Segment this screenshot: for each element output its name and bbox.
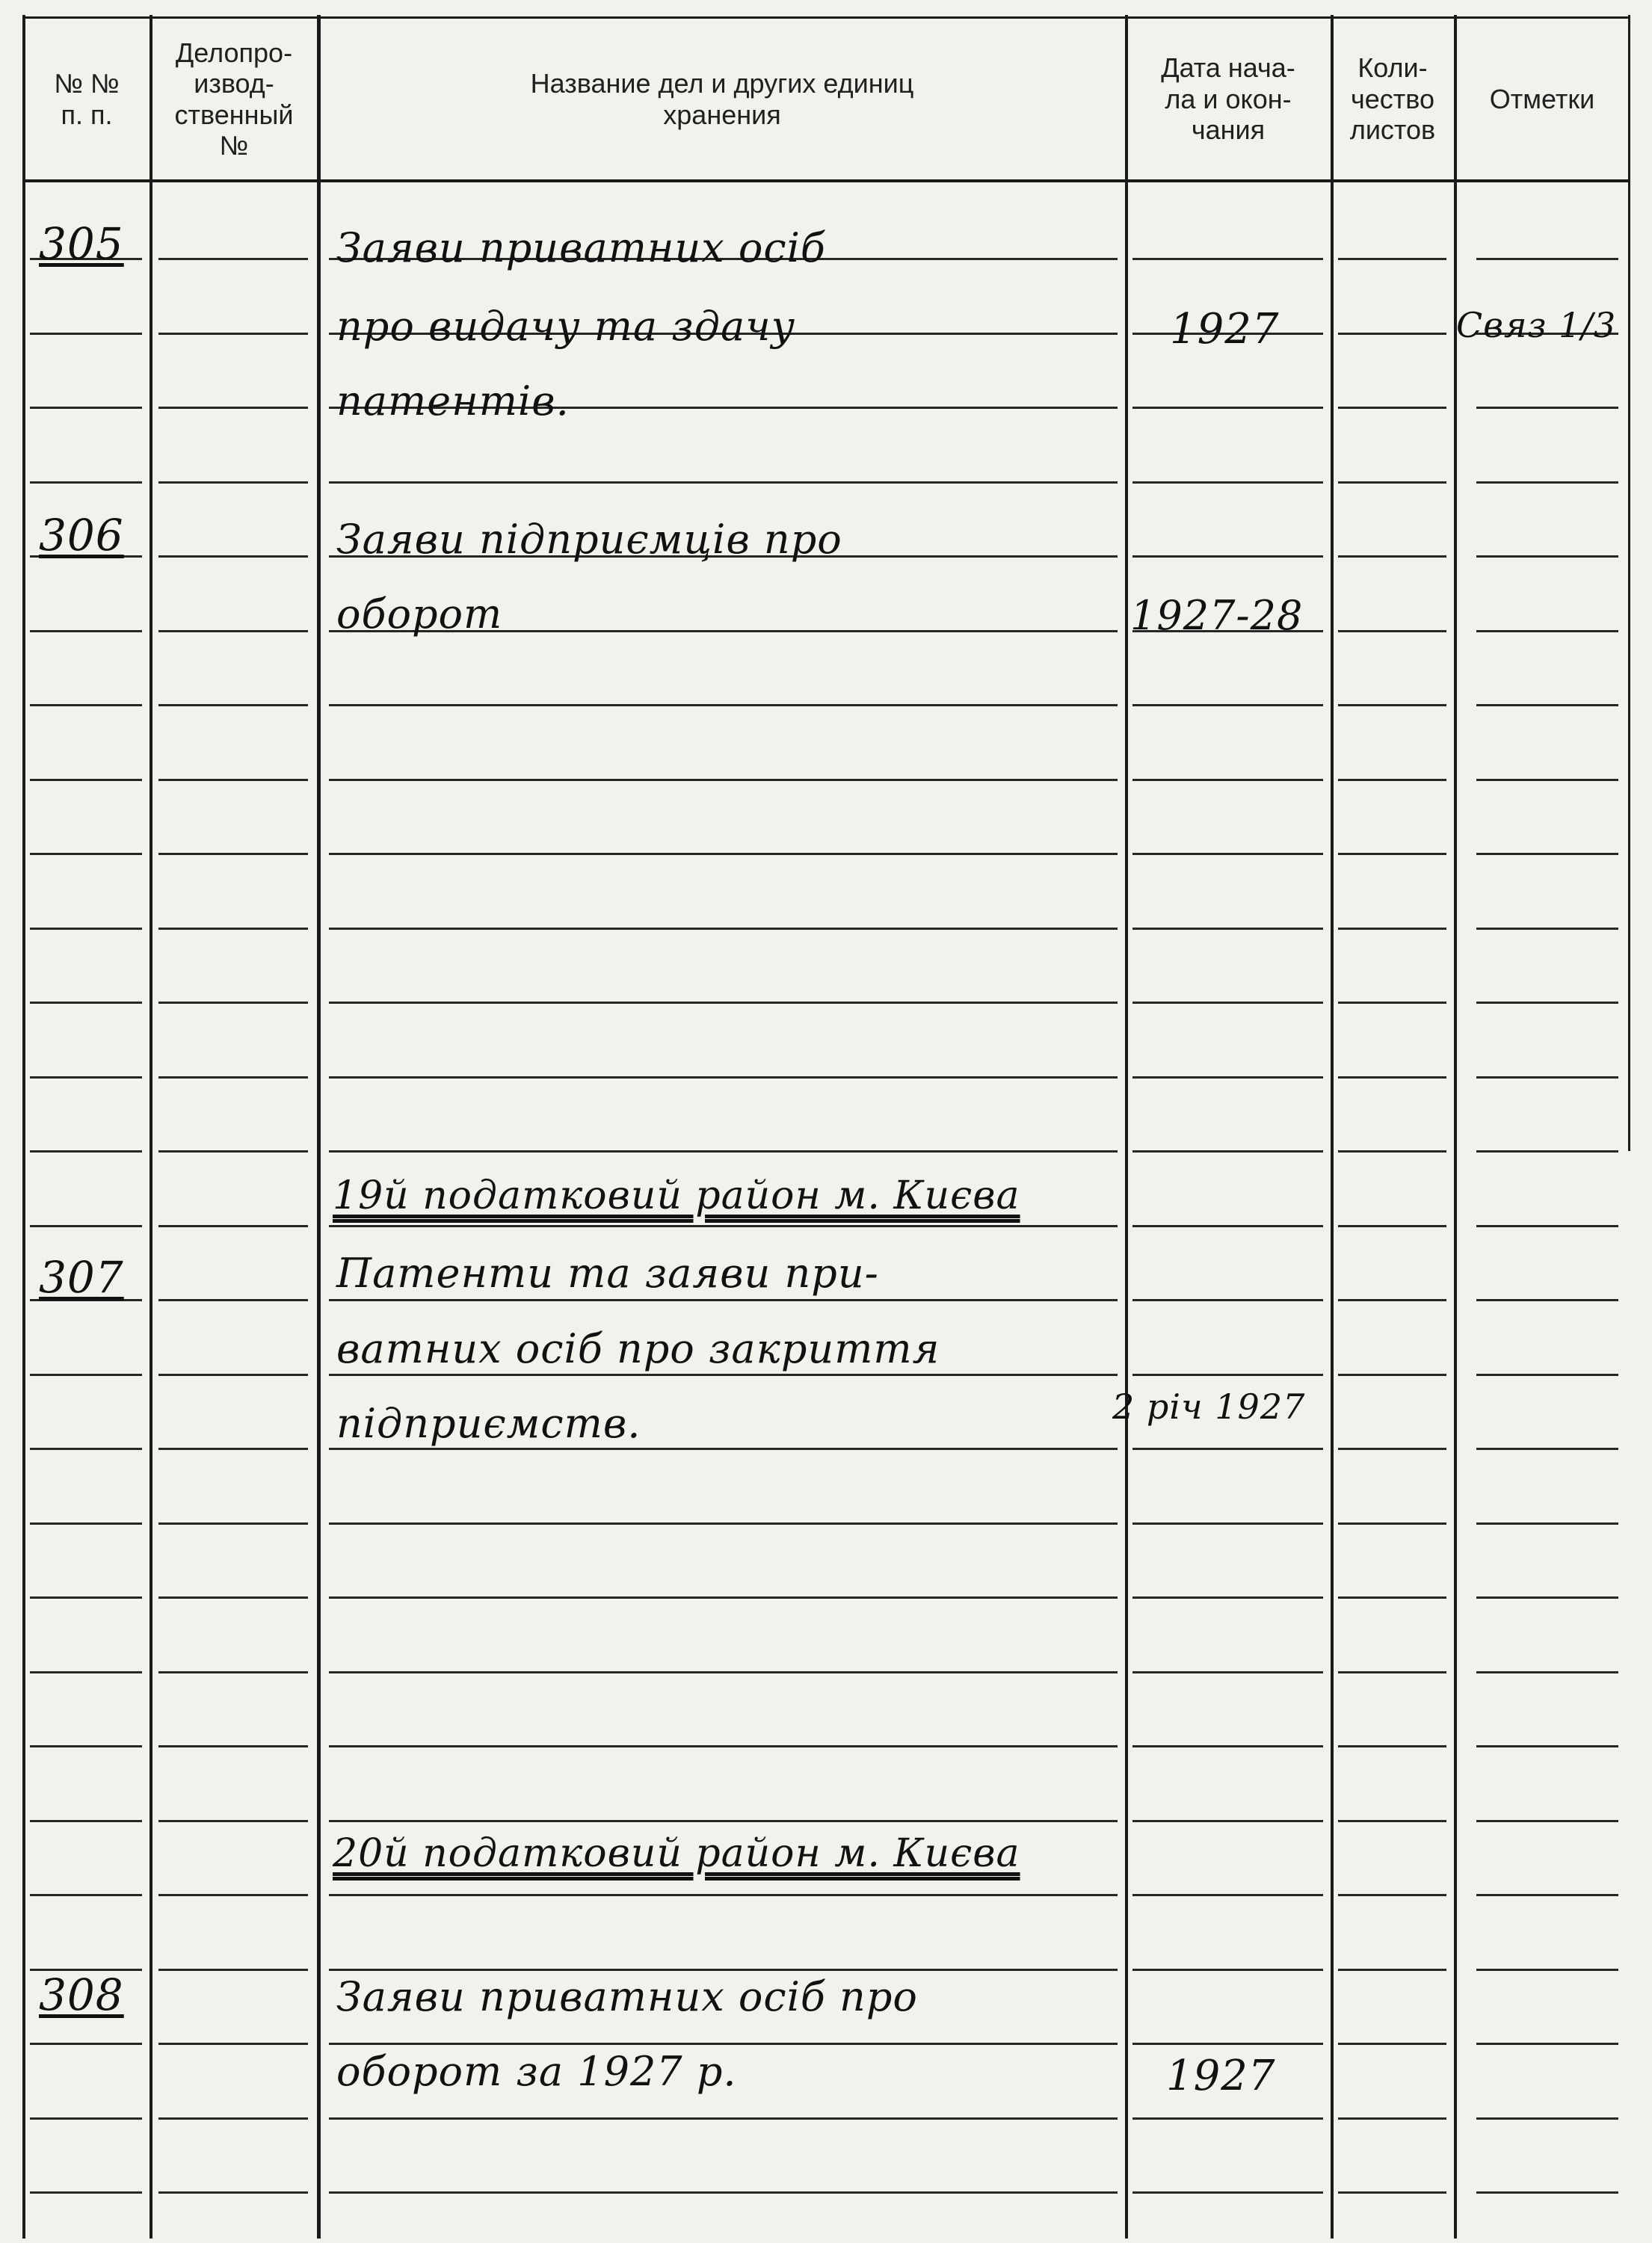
ruled-line [1338, 555, 1446, 558]
column-divider [317, 15, 321, 2239]
ruled-line [1338, 2043, 1446, 2045]
ruled-line [1476, 1150, 1618, 1153]
ruled-line [1338, 630, 1446, 632]
column-divider [1125, 15, 1128, 2239]
ruled-line [158, 630, 308, 632]
ruled-line [30, 1596, 142, 1599]
ruled-line [30, 1225, 142, 1227]
ruled-line [1132, 1299, 1323, 1301]
ruled-line [329, 1745, 1118, 1747]
ruled-line [329, 2043, 1118, 2045]
entry-date: 2 річ 1927 [1112, 1386, 1306, 1427]
ruled-line [329, 1225, 1118, 1227]
ruled-line [1476, 1225, 1618, 1227]
ruled-line [158, 853, 308, 855]
header-bottom-border [22, 179, 1630, 182]
ruled-line [158, 779, 308, 781]
ruled-line [30, 407, 142, 409]
ruled-line [1476, 1969, 1618, 1971]
entry-date: 1927-28 [1130, 592, 1304, 639]
ruled-line [1338, 779, 1446, 781]
ruled-line [1476, 1448, 1618, 1450]
header-date-text: Дата нача- ла и окон- чания [1161, 52, 1295, 146]
ruled-line [30, 2117, 142, 2120]
header-sheets [1334, 22, 1451, 176]
ruled-line [158, 704, 308, 706]
ruled-line [1132, 704, 1323, 706]
ruled-line [1132, 1002, 1323, 1004]
ruled-line [1132, 1076, 1323, 1079]
ruled-line [1132, 2117, 1323, 2120]
ruled-line [158, 1002, 308, 1004]
entry-title-line: про видачу та здачу [336, 303, 796, 350]
ruled-line [329, 1894, 1118, 1896]
ruled-line [30, 630, 142, 632]
ruled-line [329, 1448, 1118, 1450]
ruled-line [329, 779, 1118, 781]
ruled-line [329, 1596, 1118, 1599]
ruled-line [1132, 1969, 1323, 1971]
entry-title-line: ватних осіб про закриття [336, 1325, 940, 1372]
ruled-line [1132, 555, 1323, 558]
ruled-line [30, 779, 142, 781]
header-number [27, 22, 147, 176]
ruled-line [329, 928, 1118, 930]
ruled-line [1476, 704, 1618, 706]
column-divider [150, 15, 152, 2239]
header-notes [1458, 22, 1627, 176]
ruled-line [158, 1299, 308, 1301]
ruled-line [158, 1969, 308, 1971]
ruled-line [1476, 258, 1618, 260]
ruled-line [1132, 1596, 1323, 1599]
ruled-line [1132, 2043, 1323, 2045]
ruled-line [158, 1894, 308, 1896]
section-heading: 19й податковий район м. Києва [333, 1173, 1020, 1218]
ruled-line [1338, 1076, 1446, 1079]
ruled-line [1476, 1671, 1618, 1673]
ruled-line [329, 1820, 1118, 1822]
ruled-line [158, 258, 308, 260]
ruled-line [1476, 481, 1618, 484]
ruled-line [1338, 928, 1446, 930]
ruled-line [158, 1745, 308, 1747]
ruled-line [1476, 1002, 1618, 1004]
ruled-line [158, 555, 308, 558]
ruled-line [1338, 407, 1446, 409]
ruled-line [1338, 704, 1446, 706]
ruled-line [1338, 1225, 1446, 1227]
ruled-line [30, 1894, 142, 1896]
entry-number: 307 [39, 1252, 124, 1303]
ruled-line [1132, 928, 1323, 930]
ruled-line [30, 2043, 142, 2045]
header-office-number-text: Делопро- извод- ственный № [174, 37, 294, 161]
header-title [323, 22, 1121, 176]
table-right-border [1628, 15, 1630, 1151]
ruled-line [1132, 1745, 1323, 1747]
ruled-line [158, 1820, 308, 1822]
ruled-line [1476, 2043, 1618, 2045]
ruled-line [30, 1745, 142, 1747]
ruled-line [30, 1076, 142, 1079]
ruled-line [1132, 481, 1323, 484]
entry-number: 306 [39, 510, 124, 561]
ruled-line [1338, 481, 1446, 484]
ruled-line [30, 1448, 142, 1450]
ruled-line [158, 1225, 308, 1227]
ruled-line [1338, 1150, 1446, 1153]
header-sheets-text: Коли- чество листов [1349, 52, 1436, 146]
ruled-line [30, 1150, 142, 1153]
entry-title-line: оборот за 1927 р. [336, 2048, 737, 2095]
ruled-line [329, 481, 1118, 484]
ruled-line [1476, 1596, 1618, 1599]
ruled-line [1132, 1374, 1323, 1376]
ruled-line [30, 2191, 142, 2194]
ruled-line [158, 2117, 308, 2120]
ruled-line [1132, 258, 1323, 260]
ruled-line [329, 853, 1118, 855]
entry-title-line: Патенти та заяви при- [336, 1250, 879, 1297]
ruled-line [1132, 1448, 1323, 1450]
ruled-line [30, 1671, 142, 1673]
ruled-line [1338, 1002, 1446, 1004]
ruled-line [1338, 2117, 1446, 2120]
ruled-line [329, 1150, 1118, 1153]
entry-title-line: патентів. [336, 377, 570, 425]
ruled-line [1476, 2191, 1618, 2194]
ruled-line [1338, 1820, 1446, 1822]
ruled-line [1476, 1745, 1618, 1747]
ruled-line [1338, 853, 1446, 855]
ruled-line [1338, 1448, 1446, 1450]
ruled-line [329, 2117, 1118, 2120]
ruled-line [30, 704, 142, 706]
ruled-line [158, 407, 308, 409]
ruled-line [158, 1448, 308, 1450]
header-office-number [154, 22, 314, 176]
ruled-line [1476, 407, 1618, 409]
ruled-line [1476, 779, 1618, 781]
ruled-line [1338, 2191, 1446, 2194]
ruled-line [1132, 1820, 1323, 1822]
entry-number: 308 [39, 1969, 124, 2020]
ruled-line [1476, 853, 1618, 855]
ruled-line [158, 1150, 308, 1153]
ruled-line [30, 1820, 142, 1822]
ruled-line [1476, 1299, 1618, 1301]
ruled-line [329, 1671, 1118, 1673]
section-heading: 20й податковий район м. Києва [333, 1831, 1020, 1876]
ruled-line [1132, 1671, 1323, 1673]
ruled-line [1132, 1894, 1323, 1896]
entry-title-line: Заяви приватних осіб [336, 224, 826, 271]
ruled-line [1338, 1596, 1446, 1599]
ruled-line [1476, 1522, 1618, 1525]
ruled-line [30, 481, 142, 484]
ruled-line [329, 704, 1118, 706]
ruled-line [1476, 2117, 1618, 2120]
ruled-line [158, 2191, 308, 2194]
entry-number: 305 [39, 218, 124, 269]
ruled-line [30, 1374, 142, 1376]
ruled-line [158, 1374, 308, 1376]
ruled-line [1338, 1969, 1446, 1971]
header-title-text: Название дел и других единиц хранения [530, 68, 914, 130]
ruled-line [1338, 1671, 1446, 1673]
ruled-line [1132, 1225, 1323, 1227]
ruled-line [1132, 1522, 1323, 1525]
ruled-line [158, 1671, 308, 1673]
entry-date: 1927 [1170, 305, 1280, 354]
ruled-line [1476, 1076, 1618, 1079]
ruled-line [158, 1522, 308, 1525]
entry-title-line: Заяви приватних осіб про [336, 1973, 918, 2020]
ruled-line [1338, 333, 1446, 335]
table-top-border [22, 16, 1630, 19]
ruled-line [329, 2191, 1118, 2194]
table-left-border [22, 15, 25, 2239]
ruled-line [1132, 779, 1323, 781]
ruled-line [158, 481, 308, 484]
header-date [1129, 22, 1328, 176]
ruled-line [1338, 1299, 1446, 1301]
column-divider [1331, 15, 1334, 2239]
ruled-line [158, 1596, 308, 1599]
ruled-line [1476, 1820, 1618, 1822]
ruled-line [1132, 1150, 1323, 1153]
ruled-line [30, 853, 142, 855]
ruled-line [1476, 1374, 1618, 1376]
ruled-line [1338, 1522, 1446, 1525]
ruled-line [1132, 853, 1323, 855]
ruled-line [329, 1076, 1118, 1079]
ruled-line [158, 928, 308, 930]
ruled-line [30, 333, 142, 335]
ruled-line [158, 2043, 308, 2045]
ruled-line [329, 1002, 1118, 1004]
ruled-line [158, 1076, 308, 1079]
ruled-line [1132, 407, 1323, 409]
ruled-line [1476, 555, 1618, 558]
entry-title-line: Заяви підприємців про [336, 516, 842, 563]
ruled-line [30, 1522, 142, 1525]
header-notes-text: Отметки [1489, 83, 1595, 114]
ruled-line [1338, 1894, 1446, 1896]
column-divider [1454, 15, 1457, 2239]
ruled-line [30, 1002, 142, 1004]
ruled-line [158, 333, 308, 335]
ruled-line [329, 1969, 1118, 1971]
ruled-line [329, 1299, 1118, 1301]
ruled-line [1476, 928, 1618, 930]
entry-date: 1927 [1166, 2052, 1276, 2100]
ruled-line [329, 1522, 1118, 1525]
entry-title-line: оборот [336, 590, 503, 638]
ruled-line [1476, 1894, 1618, 1896]
ruled-line [1338, 258, 1446, 260]
ruled-line [1132, 2191, 1323, 2194]
ruled-line [329, 1374, 1118, 1376]
ruled-line [1338, 1374, 1446, 1376]
ruled-line [1338, 1745, 1446, 1747]
ruled-line [1476, 630, 1618, 632]
ruled-line [30, 928, 142, 930]
header-number-text: № № п. п. [54, 68, 120, 130]
entry-note: Связ 1/3 [1456, 305, 1617, 345]
entry-title-line: підприємств. [336, 1400, 641, 1447]
